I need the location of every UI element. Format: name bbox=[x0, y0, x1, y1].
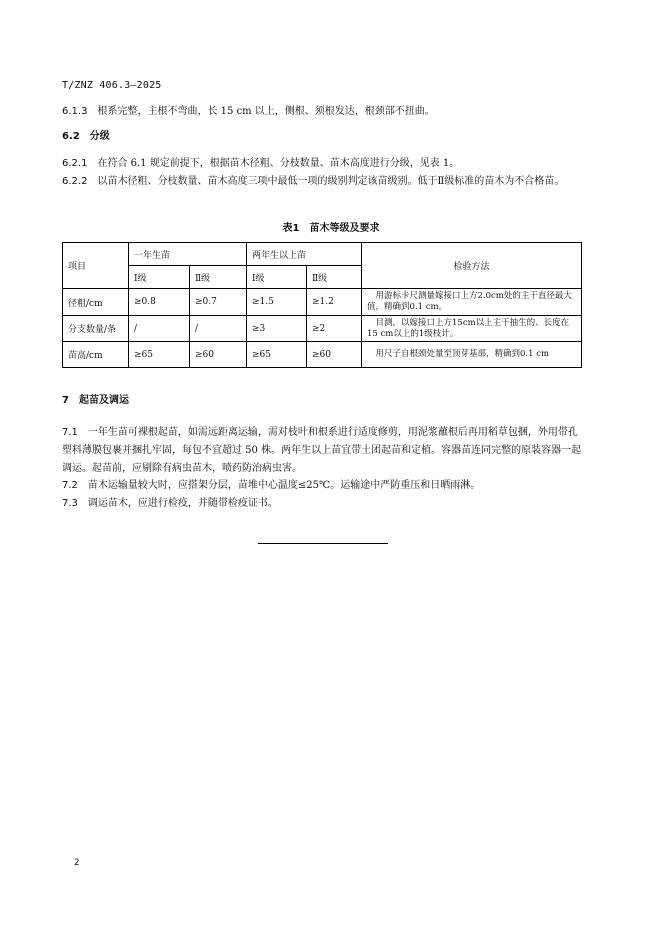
clause-text: 一年生苗可裸根起苗，如需远距离运输，需对枝叶和根系进行适度修剪，用泥浆蘸根后再用稻草包捆，外用带孔塑料薄膜包裹并捆扎牢固，每包不宜超过 50 株。两年生以上苗宜带土团起苗和定植。容器苗连同完整的原装容器一起调运。起苗前，应剔除有病虫苗木，喷药防治病虫害。 bbox=[62, 427, 582, 474]
section-number: 7 bbox=[62, 395, 69, 406]
grading-table bbox=[62, 242, 582, 368]
cell-value: ≥2 bbox=[307, 316, 362, 342]
clause-7-3 bbox=[62, 495, 582, 513]
cell-value: ≥3 bbox=[247, 316, 307, 342]
row-item: 分支数量/条 bbox=[63, 316, 129, 342]
header-item: 项目 bbox=[63, 243, 129, 289]
clause-text: 以苗木径粗、分枝数量、苗木高度三项中最低一项的级别判定该苗级别。低于Ⅱ级标准的苗木为不合格苗。 bbox=[97, 176, 565, 187]
cell-value: ≥1.5 bbox=[247, 289, 307, 316]
clause-7-2 bbox=[62, 477, 582, 495]
clause-number: 7.1 bbox=[62, 427, 78, 438]
table-row bbox=[63, 342, 582, 368]
cell-method: 用尺子自根颈处量至顶芽基部，精确到0.1 cm bbox=[362, 342, 582, 368]
cell-value: ≥65 bbox=[129, 342, 190, 368]
page-number: 2 bbox=[74, 858, 80, 868]
clause-number: 6.2.2 bbox=[62, 176, 88, 187]
cell-value: ≥0.8 bbox=[129, 289, 190, 316]
clause-number: 6.2.1 bbox=[62, 158, 88, 169]
row-item: 苗高/cm bbox=[63, 342, 129, 368]
header-grade-2: Ⅱ级 bbox=[307, 266, 362, 289]
section-6-2-heading bbox=[62, 128, 582, 146]
end-rule bbox=[258, 543, 388, 544]
clause-number: 6.1.3 bbox=[62, 106, 88, 117]
clause-text: 根系完整，主根不弯曲，长 15 cm 以上，侧根、须根发达，根颈部不扭曲。 bbox=[97, 106, 435, 117]
section-title: 起苗及调运 bbox=[78, 395, 129, 406]
header-one-year: 一年生苗 bbox=[129, 243, 247, 266]
header-grade-1: Ⅰ级 bbox=[247, 266, 307, 289]
clause-text: 调运苗木，应进行检疫，并随带检疫证书。 bbox=[87, 498, 278, 509]
clause-number: 7.2 bbox=[62, 480, 78, 491]
header-method: 检验方法 bbox=[362, 243, 582, 289]
clause-7-1 bbox=[62, 424, 582, 478]
cell-value: ≥60 bbox=[190, 342, 247, 368]
section-number: 6.2 bbox=[62, 131, 80, 142]
clause-6-1-3 bbox=[62, 103, 582, 121]
cell-method: 用游标卡尺测量嫁接口上方2.0cm处的主干直径最大值，精确到0.1 cm。 bbox=[362, 289, 582, 316]
header-grade-2: Ⅱ级 bbox=[190, 266, 247, 289]
clause-number: 7.3 bbox=[62, 498, 78, 509]
table-row bbox=[63, 316, 582, 342]
table-caption: 表1 苗木等级及要求 bbox=[282, 223, 380, 234]
header-two-year: 两年生以上苗 bbox=[247, 243, 362, 266]
document-header: T/ZNZ 406.3—2025 bbox=[62, 80, 162, 91]
section-7-heading bbox=[62, 392, 582, 410]
header-grade-1: Ⅰ级 bbox=[129, 266, 190, 289]
section-title: 分级 bbox=[89, 131, 110, 142]
cell-value: / bbox=[129, 316, 190, 342]
cell-value: ≥0.7 bbox=[190, 289, 247, 316]
cell-value: ≥60 bbox=[307, 342, 362, 368]
clause-text: 苗木运输量较大时，应搭架分层，苗堆中心温度≤25℃。运输途中严防重压和日晒雨淋。 bbox=[87, 480, 481, 491]
row-item: 径粗/cm bbox=[63, 289, 129, 316]
cell-value: / bbox=[190, 316, 247, 342]
cell-value: ≥65 bbox=[247, 342, 307, 368]
clause-6-2-2 bbox=[62, 173, 582, 191]
cell-method: 目测，以嫁接口上方15cm以上主干抽生的、长度在15 cm以上的1级枝计。 bbox=[362, 316, 582, 342]
clause-text: 在符合 6.1 规定前提下，根据苗木径粗、分枝数量、苗木高度进行分级，见表 1。 bbox=[97, 158, 460, 169]
table-row bbox=[63, 289, 582, 316]
cell-value: ≥1.2 bbox=[307, 289, 362, 316]
clause-6-2-1 bbox=[62, 155, 582, 173]
